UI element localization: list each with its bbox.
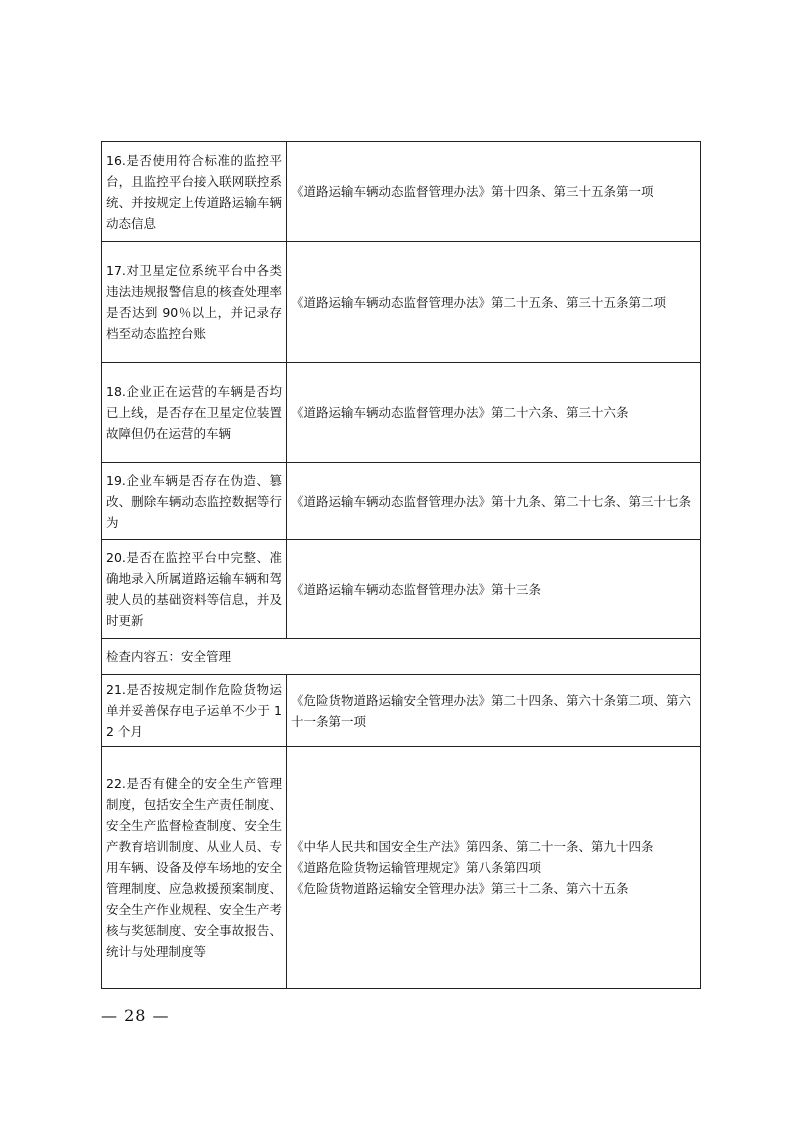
basis-line: 《道路运输车辆动态监督管理办法》第二十五条、第三十五条第二项 [291,294,667,310]
table-row [102,747,701,989]
check-item: 22.是否有健全的安全生产管理制度，包括安全生产责任制度、安全生产监督检查制度、安全生产教育培训制度、从业人员、专用车辆、设备及停车场地的安全管理制度、应急救援预案制度、安全生产作业规程、安全生产考核与奖惩制度、安全事故报告、统计与处理制度等 [102,747,287,989]
table-row [102,242,701,363]
legal-basis [287,675,701,747]
basis-line: 《道路运输车辆动态监督管理办法》第二十六条、第三十六条 [291,405,629,420]
legal-basis [287,463,701,540]
basis-line: 《道路运输车辆动态监督管理办法》第十四条、第三十五条第一项 [291,184,654,199]
check-item: 20.是否在监控平台中完整、准确地录入所属道路运输车辆和驾驶人员的基础资料等信息，并及时更新 [102,540,287,639]
page-number: — 28 — [101,1006,170,1025]
basis-line: 《道路运输车辆动态监督管理办法》第十三条 [291,581,542,597]
basis-line: 《中华人民共和国安全生产法》第四条、第二十一条、第九十四条 [291,839,654,854]
table-row [102,540,701,639]
check-item: 19.企业车辆是否存在伪造、篡改、删除车辆动态监控数据等行为 [102,463,287,540]
legal-basis [287,142,701,242]
section-header-row [102,639,701,675]
table-row [102,463,701,540]
legal-basis [287,540,701,639]
regulation-table [101,141,701,989]
check-item: 17.对卫星定位系统平台中各类违法违规报警信息的核查处理率是否达到 90％以上，并记录存档至动态监控台账 [102,242,287,363]
legal-basis [287,363,701,463]
legal-basis [287,242,701,363]
check-item: 18.企业正在运营的车辆是否均已上线，是否存在卫星定位装置故障但仍在运营的车辆 [102,363,287,463]
basis-line: 《危险货物道路运输安全管理办法》第二十四条、第六十条第二项、第六十一条第一项 [291,692,692,729]
legal-basis [287,747,701,989]
section-title: 检查内容五：安全管理 [102,639,701,675]
table-row [102,363,701,463]
basis-line: 《危险货物道路运输安全管理办法》第三十二条、第六十五条 [291,881,629,896]
basis-line: 《道路危险货物运输管理规定》第八条第四项 [291,860,542,875]
table-row [102,675,701,747]
check-item: 16.是否使用符合标准的监控平台，且监控平台接入联网联控系统、并按规定上传道路运输车辆动态信息 [102,142,287,242]
check-item: 21.是否按规定制作危险货物运单并妥善保存电子运单不少于 12 个月 [102,675,287,747]
basis-line: 《道路运输车辆动态监督管理办法》第十九条、第二十七条、第三十七条 [291,493,692,509]
table-row [102,142,701,242]
